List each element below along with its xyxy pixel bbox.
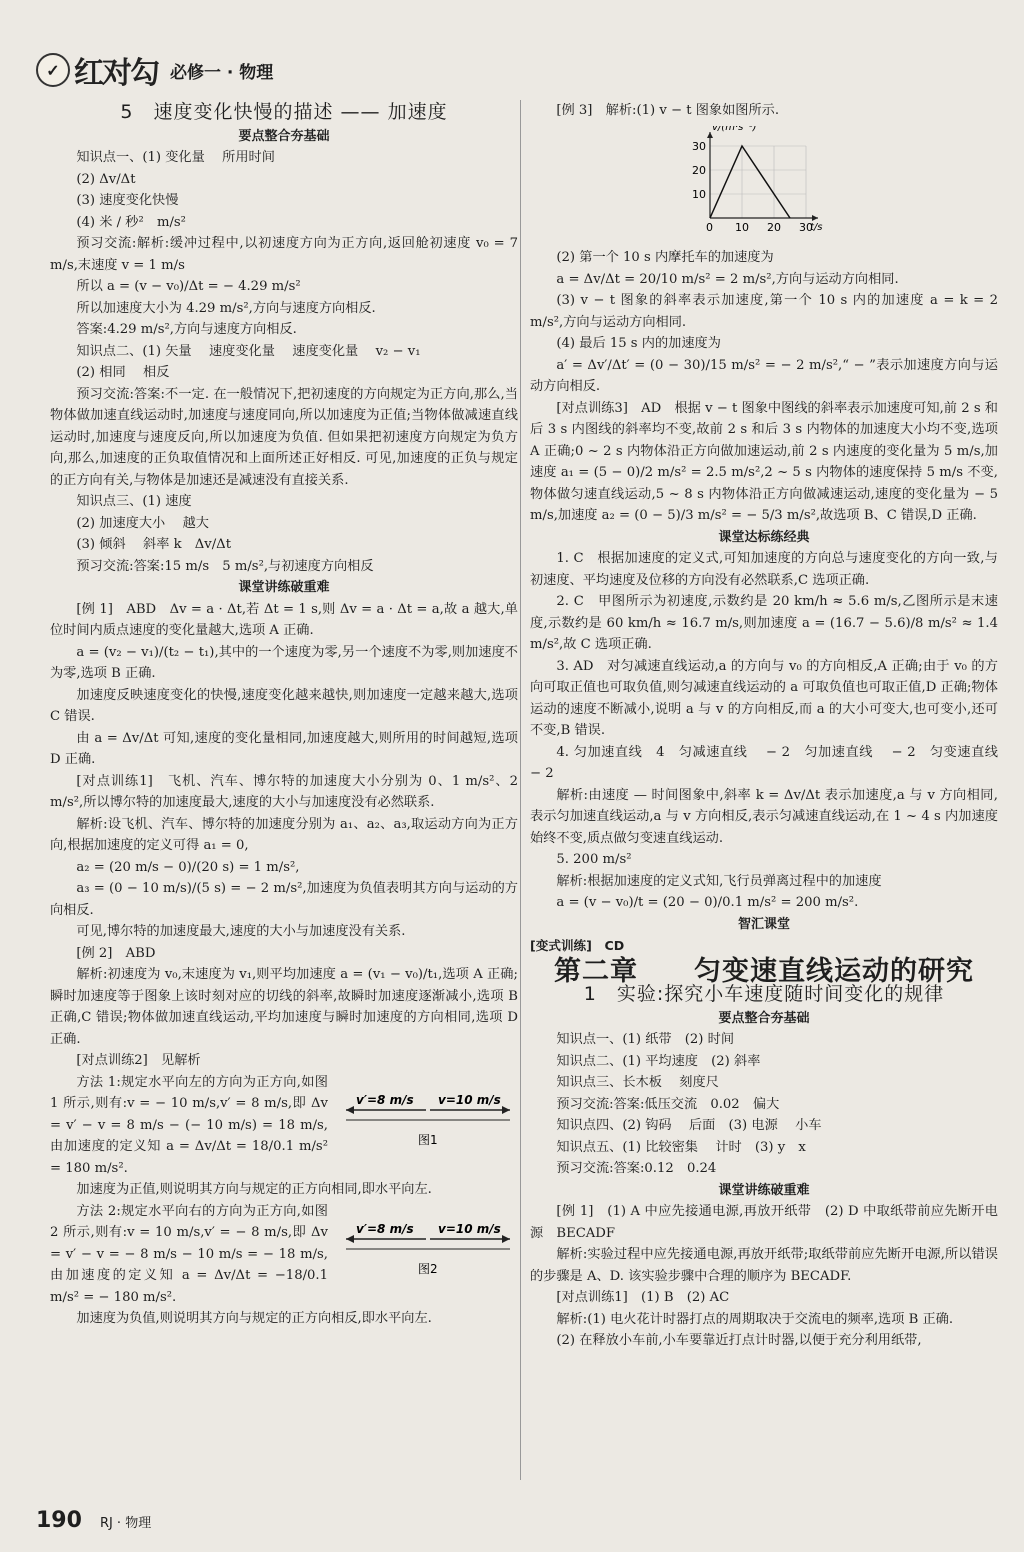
left-a-line: (2) 加速度大小 越大	[76, 515, 209, 531]
right-b-line: 3. AD 对匀减速直线运动,a 的方向与 v₀ 的方向相反,A 正确;由于 v₀ 的方向可取正值也可取负值,则匀减速直线运动的 a 可取负值也可取正值,D 正确;物体运动的速度不断减小,说明 a 与 v 的方向相反,而 a 的大小可变大,也可变小,还可不变,B 错误.	[530, 658, 998, 738]
series-line	[710, 146, 790, 218]
right-c-line: 预习交流:答案:0.12 0.24	[556, 1161, 717, 1176]
arrowhead-left	[346, 1235, 354, 1243]
left-a-line: 知识点二、(1) 矢量 速度变化量 速度变化量 v₂ − v₁	[76, 343, 421, 359]
vt-chart	[680, 126, 830, 238]
right-c-line: 知识点二、(1) 平均速度 (2) 斜率	[556, 1053, 761, 1069]
subsection-title: 课堂讲练破重难	[238, 580, 330, 595]
header	[36, 52, 274, 91]
right-b-line: 1. C 根据加速度的定义式,可知加速度的方向总与速度变化的方向一致,与初速度、平均速度及位移的方向没有必然联系,C 选项正确.	[530, 551, 998, 588]
method-2-text: 方法 2:规定水平向右的方向为正方向,如图 2 所示,则有:v = 10 m/s,v′ = − 8 m/s,即 Δv = v′ − v = − 8 m/s − 10 m/s = − 18 m/s,由加速度的定义知 a = Δv/Δt = −18/0.1 m/s² = − 180 m/s².	[50, 1203, 328, 1305]
left-b-line: 由 a = Δv/Δt 可知,速度的变化量相同,加速度越大,则所用的时间越短,选项 D 正确.	[50, 730, 518, 767]
left-b-line: a₂ = (20 m/s − 0)/(20 s) = 1 m/s²,	[76, 859, 300, 875]
example-3-head: [例 3] 解析:(1) v − t 图象如图所示.	[556, 103, 780, 118]
left-a-line: 预习交流:答案:不一定. 在一般情况下,把初速度的方向规定为正方向,那么,当物体做加速直线运动时,加速度与速度同向,所以加速度为正值;当物体做减速直线运动时,加速度与速度反向,所以加速度为负值. 但如果把初速度方向规定为负方向,那么,加速度的正负取值情况和上面所述正好相反. 可见,加速度的正负与规定的正方向有关,与物体是加速还是减速没有直接关系.	[50, 386, 518, 488]
right-block-a	[530, 247, 998, 527]
arrowhead-left	[346, 1106, 354, 1114]
footer	[36, 1508, 151, 1533]
left-a-line: (2) Δv/Δt	[76, 171, 136, 187]
method-1-end: 加速度为正值,则说明其方向与规定的正方向相同,即水平向左.	[76, 1182, 432, 1197]
x-tick-label: 20	[767, 220, 781, 234]
right-a-line: a = Δv/Δt = 20/10 m/s² = 2 m/s²,方向与运动方向相同.	[556, 271, 899, 287]
logo-icon: ✓	[36, 53, 70, 87]
right-b-line: a = (v − v₀)/t = (20 − 0)/0.1 m/s² = 200 m/s².	[556, 895, 859, 910]
variant-training: [变式训练] CD	[530, 938, 625, 953]
left-block-b	[50, 599, 518, 1072]
x-tick-label: 30	[799, 220, 813, 234]
figure-2-label-2: v=10 m/s	[438, 1221, 501, 1236]
figure-1	[338, 1092, 518, 1160]
right-d-line: 解析:实验过程中应先接通电源,再放开纸带;取纸带前应先断开电源,所以错误的步骤是 A、D. 该实验步骤中合理的顺序为 BECADF.	[530, 1247, 998, 1284]
figure-1-label-1: v′=8 m/s	[356, 1092, 414, 1107]
figure-1-row	[50, 1072, 518, 1180]
left-b-line: [对点训练2] 见解析	[76, 1053, 201, 1068]
figure-2-diagram	[338, 1221, 518, 1281]
page-number: 190	[36, 1508, 82, 1533]
right-c-line: 知识点一、(1) 纸带 (2) 时间	[556, 1032, 735, 1047]
figure-2-row	[50, 1201, 518, 1309]
right-column	[530, 100, 1016, 1352]
arrowhead-right	[502, 1106, 510, 1114]
method-2-end: 加速度为负值,则说明其方向与规定的正方向相反,即水平向左.	[76, 1311, 432, 1326]
y-tick-label: 20	[692, 163, 706, 177]
left-a-line: 答案:4.29 m/s²,方向与速度方向相反.	[76, 322, 297, 337]
right-b-line: 解析:由速度 — 时间图象中,斜率 k = Δv/Δt 表示加速度,a 与 v 方向相同,表示匀加速直线运动,a 与 v 方向相反,表示匀减速直线运动,在 1 ~ 4 s 内加速度始终不变,质点做匀变速直线运动.	[530, 787, 998, 846]
figure-1-caption: 图1	[418, 1132, 438, 1147]
right-c-line: 知识点四、(2) 钩码 后面 (3) 电源 小车	[556, 1118, 822, 1133]
chapter-title: 第二章 匀变速直线运动的研究	[554, 955, 974, 987]
x-axis-label: t/s	[810, 221, 823, 233]
subsection-title: 课堂达标练经典	[718, 529, 810, 545]
left-b-line: a = (v₂ − v₁)/(t₂ − t₁),其中的一个速度为零,另一个速度不为零,则加速度不为零,选项 B 正确.	[50, 644, 518, 681]
left-a-line: 所以 a = (v − v₀)/Δt = − 4.29 m/s²	[76, 279, 301, 294]
figure-1-label-2: v=10 m/s	[438, 1092, 501, 1107]
logo-text: 红对勾	[74, 56, 158, 91]
right-b-line: 解析:根据加速度的定义式知,飞行员弹离过程中的加速度	[556, 873, 882, 889]
x-tick-label: 0	[706, 220, 713, 234]
right-d-line: [对点训练1] (1) B (2) AC	[556, 1290, 730, 1305]
left-a-line: 预习交流:答案:15 m/s 5 m/s²,与初速度方向相反	[76, 558, 374, 574]
section-title: 5 速度变化快慢的描述 —— 加速度	[120, 101, 448, 123]
right-a-line: (3) v − t 图象的斜率表示加速度,第一个 10 s 内的加速度 a = k = 2 m/s²,方向与运动方向相同.	[530, 293, 998, 330]
subsection-title: 课堂讲练破重难	[718, 1182, 810, 1198]
subsection-title: 要点整合夯基础	[718, 1010, 810, 1026]
right-a-line: (4) 最后 15 s 内的加速度为	[556, 336, 721, 351]
figure-2-caption: 图2	[418, 1261, 438, 1276]
right-b-line: 4. 匀加速直线 4 匀减速直线 − 2 匀加速直线 − 2 匀变速直线 − 2	[530, 744, 1016, 781]
left-b-line: [例 2] ABD	[76, 945, 156, 961]
left-a-line: 预习交流:解析:缓冲过程中,以初速度方向为正方向,返回舱初速度 v₀ = 7 m/s,末速度 v = 1 m/s	[50, 236, 518, 273]
method-1-text: 方法 1:规定水平向左的方向为正方向,如图 1 所示,则有:v = − 10 m/s,v′ = 8 m/s,即 Δv = v′ − v = 8 m/s − (− 10 m/s) = 18 m/s,由加速度的定义知 a = Δv/Δt = 18/0.1 m/s² = 180 m/s².	[50, 1074, 328, 1176]
left-a-line: (3) 倾斜 斜率 k Δv/Δt	[76, 537, 232, 552]
figure-2-label-1: v′=8 m/s	[356, 1221, 414, 1236]
right-block-b	[530, 548, 1016, 914]
left-b-line: 解析:初速度为 v₀,末速度为 v₁,则平均加速度 a = (v₁ − v₀)/t₁,选项 A 正确;瞬时加速度等于图象上该时刻对应的切线的斜率,故瞬时加速度逐渐减小,选项 B 正确,C 错误;物体做加速直线运动,平均加速度与瞬时加速度的方向相同,选项 D 正确.	[50, 967, 518, 1047]
right-c-line: 知识点三、长木板 刻度尺	[556, 1075, 719, 1090]
left-a-line: 知识点三、(1) 速度	[76, 494, 192, 509]
right-c-line: 预习交流:答案:低压交流 0.02 偏大	[556, 1096, 780, 1112]
section-title: 1 实验:探究小车速度随时间变化的规律	[583, 983, 945, 1005]
right-d-line: 解析:(1) 电火花计时器打点的周期取决于交流电的频率,选项 B 正确.	[556, 1311, 954, 1327]
left-block-a	[50, 147, 518, 577]
right-block-d	[530, 1201, 998, 1352]
header-title: 必修一 · 物理	[170, 62, 274, 83]
left-b-line: 可见,博尔特的加速度最大,速度的大小与加速度没有关系.	[76, 924, 406, 939]
right-a-line: [对点训练3] AD 根据 v − t 图象中图线的斜率表示加速度可知,前 2 s 和后 3 s 内图线的斜率均不变,故前 2 s 和后 3 s 内物体的加速度大小均不变,选项 A 正确;0 ~ 2 s 内物体沿正方向做加速运动,前 2 s 内速度的变化量为 5 m/s,加速度 a₁ = (5 − 0)/2 m/s² = 2.5 m/s²,2 ~ 5 s 内物体的速度保持 5 m/s 不变,物体做匀速直线运动,5 ~ 8 s 内物体沿正方向做减速运动,速度的变化量为 − 5 m/s,加速度 a₂ = (0 − 5)/3 m/s² = − 5/3 m/s²,故选项 B、C 错误,D 正确.	[530, 400, 998, 523]
arrowhead-right	[502, 1235, 510, 1243]
left-column	[50, 100, 518, 1330]
y-tick-label: 10	[692, 187, 706, 201]
right-b-line: 2. C 甲图所示为初速度,示数约是 20 km/h ≈ 5.6 m/s,乙图所示是末速度,示数约是 60 km/h ≈ 16.7 m/s,则加速度 a = (16.7 − 5.6)/8 m/s² ≈ 1.4 m/s²,故 C 选项正确.	[530, 594, 998, 652]
y-axis-label: v/(m·s⁻¹)	[712, 125, 757, 133]
left-b-line: [例 1] ABD Δv = a · Δt,若 Δt = 1 s,则 Δv = a · Δt = a,故 a 越大,单位时间内质点速度的变化量越大,选项 A 正确.	[50, 601, 518, 638]
figure-2	[338, 1221, 518, 1289]
footer-tag: RJ · 物理	[99, 1516, 152, 1531]
right-a-line: a′ = Δv′/Δt′ = (0 − 30)/15 m/s² = − 2 m/s²,“ − ”表示加速度方向与运动方向相反.	[530, 357, 998, 394]
left-a-line: (2) 相同 相反	[76, 365, 170, 380]
left-a-line: 所以加速度大小为 4.29 m/s²,方向与速度方向相反.	[76, 300, 376, 316]
y-tick-label: 30	[692, 139, 706, 153]
subsection-title: 要点整合夯基础	[238, 128, 330, 144]
x-tick-label: 10	[735, 220, 749, 234]
right-c-line: 知识点五、(1) 比较密集 计时 (3) y x	[556, 1139, 806, 1155]
right-d-line: (2) 在释放小车前,小车要靠近打点计时器,以便于充分利用纸带,	[556, 1333, 922, 1348]
right-b-line: 5. 200 m/s²	[556, 852, 632, 867]
right-block-c	[530, 1029, 998, 1180]
right-d-line: [例 1] (1) A 中应先接通电源,再放开纸带 (2) D 中取纸带前应先断开电源 BECADF	[530, 1204, 998, 1241]
left-b-line: 解析:设飞机、汽车、博尔特的加速度分别为 a₁、a₂、a₃,取运动方向为正方向,根据加速度的定义可得 a₁ = 0,	[50, 816, 518, 853]
left-a-line: (4) 米 / 秒² m/s²	[76, 214, 186, 230]
left-a-line: (3) 速度变化快慢	[76, 193, 179, 208]
figure-1-diagram	[338, 1092, 518, 1152]
subsection-title: 智汇课堂	[737, 916, 790, 932]
left-a-line: 知识点一、(1) 变化量 所用时间	[76, 150, 275, 165]
column-divider	[520, 100, 521, 1480]
left-b-line: [对点训练1] 飞机、汽车、博尔特的加速度大小分别为 0、1 m/s²、2 m/s²,所以博尔特的加速度最大,速度的大小与加速度没有必然联系.	[50, 773, 518, 810]
left-b-line: a₃ = (0 − 10 m/s)/(5 s) = − 2 m/s²,加速度为负值表明其方向与运动的方向相反.	[50, 881, 518, 918]
right-a-line: (2) 第一个 10 s 内摩托车的加速度为	[556, 250, 774, 265]
left-b-line: 加速度反映速度变化的快慢,速度变化越来越快,则加速度一定越来越大,选项 C 错误.	[50, 687, 518, 724]
